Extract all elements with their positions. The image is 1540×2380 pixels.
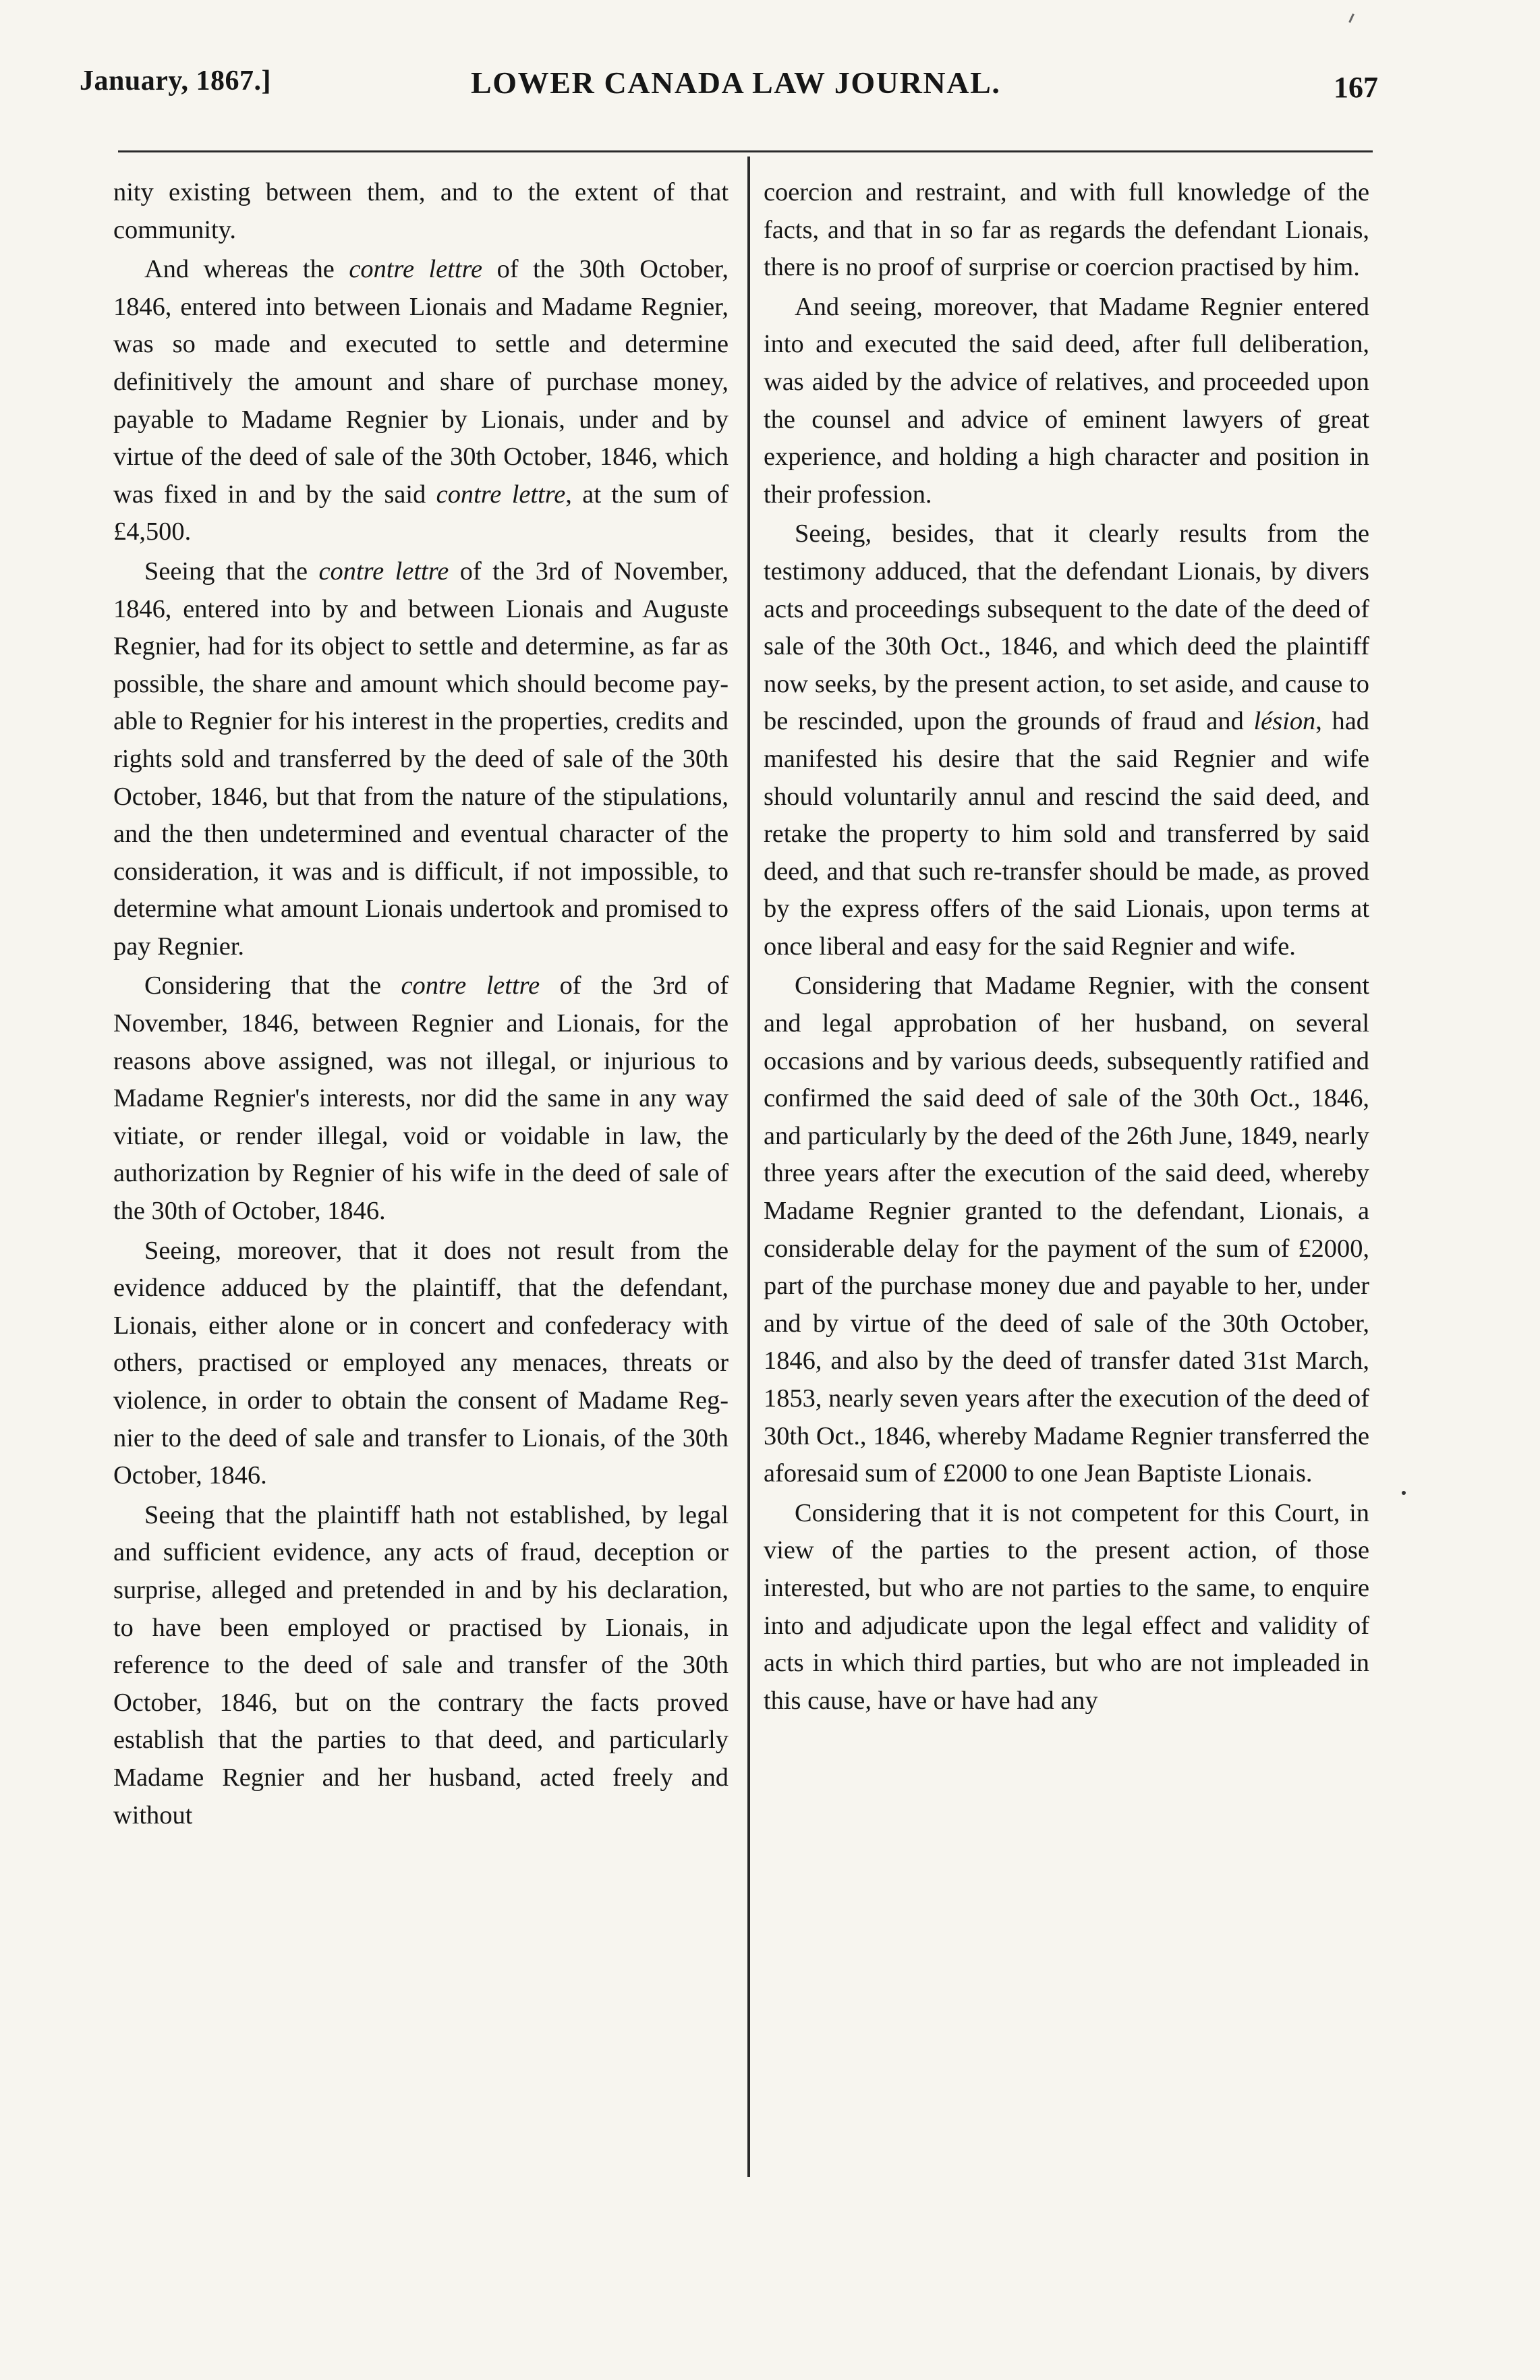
paragraph: Seeing, besides, that it clearly results from the testimony adduced, that the defendant Lionais, by divers acts and proceedings subsequent to the date of the deed of sale of the 30th Oct., 1846, and which deed the plaintiff now seeks, by the present action, to set aside, and cause to be rescinded, upon the grounds of fraud and lésion, had manifested his desire that the said Regnier and wife should voluntarily annul and rescind the said deed, and retake the property to him sold and transferred by said deed, and that such re-transfer should be made, as proved by the express offers of the said Lionais, upon terms at once liberal and easy for the said Regnier and wife. [764,519,1369,961]
paragraph: Seeing that the plaintiff hath not established, by legal and sufficient evidence, any acts of fraud, deception or surprise, alleged and pretended in and by his declaration, to have been employed or practised by Lionais, in reference to the deed of sale and transfer of the 30th October, 1846, but on the contrary the facts proved establish that the parties to that deed, and particularly Madame Regnier and her husband, acted freely and without [113,1500,729,1830]
paragraph: And whereas the contre lettre of the 30th October, 1846, entered into between Lionais and Madame Regnier, was so made and executed to settle and determine definitively the amount and share of purchase money, payable to Madame Regnier by Lionais, under and by virtue of the deed of sale of the 30th October, 1846, which was fixed in and by the said contre lettre, at the sum of £4,500. [113,255,729,546]
running-header [80,65,1378,112]
column-divider [747,157,750,2177]
header-rule [118,150,1373,152]
paragraph: Seeing that the contre lettre of the 3rd of November, 1846, entered into by and between Lionais and Auguste Regnier, had for its object to settle and determine, as far as possible, the share and amount which should become payable to Regnier for his interest in the properties, credits and rights sold and transferred by the deed of sale of the 30th October, 1846, but that from the nature of the stipulations, and the then undetermined and eventual character of the consideration, it was and is difficult, if not impossible, to determine what amount Lionais undertook and promised to pay Regnier. [113,557,729,961]
journal-title: LOWER CANADA LAW JOURNAL. [471,65,1001,100]
paragraph: Considering that Madame Regnier, with the consent and legal approbation of her husband, on several occasions and by various deeds, subsequently ratified and confirmed the said deed of sale of the 30th Oct., 1846, and particularly by the deed of the 26th June, 1849, nearly three years after the execution of the said deed, whereby Madame Regnier granted to the defendant, Lionais, a considerable delay for the payment of the sum of £2000, part of the purchase money due and payable to her, under and by virtue of the deed of sale of the 30th October, 1846, and also by the deed of transfer dated 31st March, 1853, nearly seven years after the execution of the deed of 30th Oct., 1846, whereby Madame Regnier transferred the aforesaid sum of £2000 to one Jean Baptiste Lionais. [764,971,1369,1488]
stray-ink-dot [1402,1491,1406,1495]
margin-tick-mark [1348,13,1354,23]
page-number: 167 [1334,71,1378,104]
paragraph: Seeing, moreover, that it does not result from the evidence adduced by the plaintiff, that the defendant, Lionais, either alone or in concert and confederacy with others, practised or employed any menaces, threats or violence, in order to obtain the consent of Madame Regnier to the deed of sale and transfer to Lionais, of the 30th October, 1846. [113,1236,729,1490]
paragraph: Considering that the contre lettre of the 3rd of November, 1846, between Regnier and Lionais, for the reasons above assigned, was not illegal, or injurious to Madame Regnier's interests, nor did the same in any way vitiate, or render illegal, void or voidable in law, the authorization by Regnier of his wife in the deed of sale of the 30th of October, 1846. [113,971,729,1226]
right-column [764,174,1369,1720]
left-column [113,174,729,1834]
paragraph: And seeing, moreover, that Madame Regnier entered into and executed the said deed, after full deliberation, was aided by the advice of relatives, and proceeded upon the counsel and advice of eminent lawyers of great experience, and holding a high character and position in their profession. [764,292,1369,509]
paragraph: Considering that it is not competent for this Court, in view of the parties to the present action, of those interested, but who are not parties to the same, to enquire into and adjudicate upon the legal effect and validity of acts in which third parties, but who are not impleaded in this cause, have or have had any [764,1498,1369,1715]
paragraph: coercion and restraint, and with full knowledge of the facts, and that in so far as regards the defendant Lionais, there is no proof of surprise or coercion practised by him. [764,178,1369,282]
header-date: January, 1867.] [80,65,272,96]
paragraph: nity existing between them, and to the extent of that community. [113,178,729,244]
